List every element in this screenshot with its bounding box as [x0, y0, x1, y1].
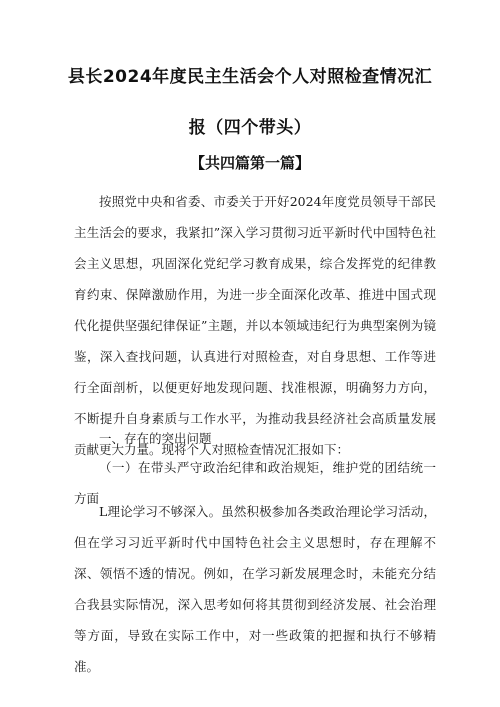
intro-paragraph: 按照党中央和省委、市委关于开好2024年度党员领导干部民主生活会的要求，我紧扣”深入学习贯彻习近平新时代中国特色社会主义思想，巩固深化党纪学习教育成果，综合发挥党的纪律教育约束、保障激励作用，为进一步全面深化改革、推进中国式现代化提供坚强纪律保证”主题，并以本领域违纪行为典型案例为镜鉴，深入查找问题，认真进行对照检查，对自身思想、工作等进行全面剖析，以便更好地发现问题、找准根源，明确努力方向，不断提升自身素质与工作水平，为推动我县经济社会高质量发展贡献更大力量。现将个人对照检查情况汇报如下： [74, 194, 436, 457]
section-1 [74, 423, 436, 454]
section-1-heading: 一、存在的突出问题 [99, 431, 212, 446]
point-1 [74, 496, 436, 682]
point-1-paragraph: L理论学习不够深入。虽然积极参加各类政治理论学习活动，但在学习习近平新时代中国特色社会主义思想时，存在理解不深、领悟不透的情况。例如，在学习新发展理念时，未能充分结合我县实际情况，深入思考如何将其贯彻到经济发展、社会治理等方面，导致在实际工作中，对一些政策的把握和执行不够精准。 [74, 504, 436, 674]
document-title-line-2: 报（四个带头） [188, 118, 312, 138]
subsection-1-heading: （一）在带头严守政治纪律和政治规矩，维护党的团结统一方面 [74, 460, 436, 506]
document-subtitle: 【共四篇第一篇】 [189, 154, 310, 172]
document-title-line-1: 县长2024年度民主生活会个人对照检查情况汇 [67, 67, 433, 87]
